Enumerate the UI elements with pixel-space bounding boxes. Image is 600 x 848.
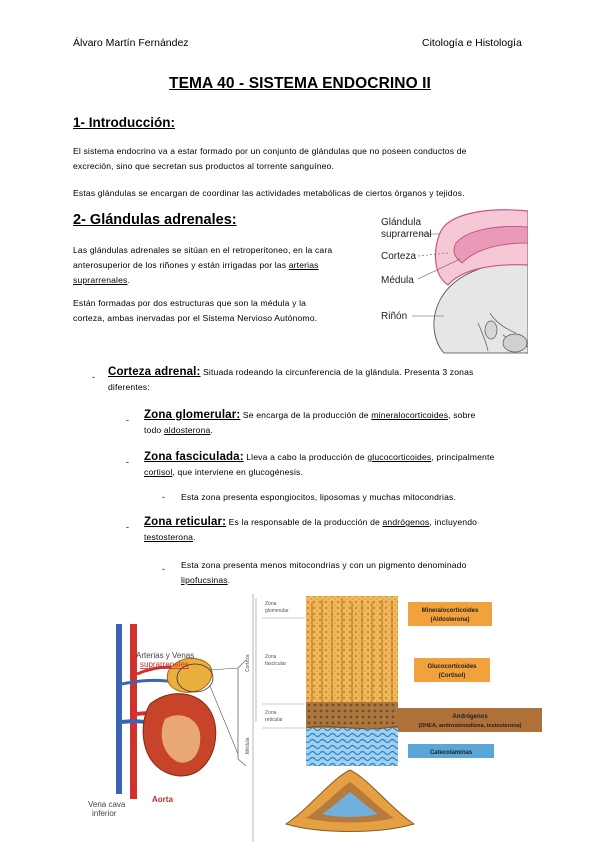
hormone-box-glucocorticoides — [414, 658, 490, 682]
author: Álvaro Martín Fernández — [73, 37, 189, 49]
adrenal-kidney-diagram — [378, 205, 528, 355]
svg-text:Catecolaminas: Catecolaminas — [429, 750, 473, 756]
link-mineralocorticoides: mineralocorticoides — [371, 410, 449, 420]
gland-cross-section — [286, 770, 414, 832]
section-heading-adrenal: 2- Glándulas adrenales: — [73, 212, 237, 228]
link-glucocorticoides: glucocorticoides — [367, 452, 432, 462]
cortex-paragraph: Corteza adrenal: Situada rodeando la circunferencia de la glándula. Presenta 3 zonas diferentes: — [108, 366, 474, 392]
svg-text:Zona: Zona — [265, 601, 277, 607]
bullet-dash: - — [92, 372, 95, 382]
term-corteza-adrenal: Corteza adrenal: — [108, 366, 201, 378]
bullet-dash: - — [126, 457, 129, 467]
link-aldosterona: aldosterona — [163, 425, 211, 435]
side-label-medulla: Médula — [245, 737, 251, 754]
bullet-dash: - — [162, 564, 165, 574]
label-kidney: Riñón — [381, 311, 408, 322]
link-suprarrenales: suprarrenales — [73, 275, 128, 285]
label-cortex: Corteza — [381, 251, 417, 262]
adrenal-paragraph-1: Las glándulas adrenales se sitúan en el retroperitoneo, en la cara anterosuperior de los riñones y están irrigadas por las arterias suprarrenales. — [73, 245, 333, 285]
side-label-cortex: Corteza — [245, 654, 251, 672]
link-androgenos: andrógenos — [382, 517, 430, 527]
svg-text:Zona: Zona — [265, 654, 277, 660]
label-suprarrenales: suprarrenales — [140, 660, 189, 669]
intro-paragraph-2: Estas glándulas se encargan de coordinar las actividades metabólicas de ciertos órganos y tejidos. — [73, 188, 465, 198]
hormone-box-androgenos — [398, 708, 542, 732]
intro-paragraph-1: El sistema endocrino va a estar formado por un conjunto de glándulas que no poseen conductos de excreción, sino que secretan sus productos al torrente sanguíneo. — [73, 146, 467, 171]
svg-text:Glucocorticoides: Glucocorticoides — [427, 664, 477, 670]
sub-fasciculada: Esta zona presenta espongiocitos, liposomas y muchas mitocondrias. — [181, 492, 457, 502]
label-vena-cava-2: inferior — [92, 809, 117, 818]
sub-reticular: Esta zona presenta menos mitocondrias y con un pigmento denominado lipofucsinas. — [181, 560, 467, 585]
link-cortisol: cortisol — [144, 467, 173, 477]
svg-text:Zona: Zona — [265, 710, 277, 716]
zone-reticular-paragraph: Zona reticular: Es la responsable de la producción de andrógenos, incluyendo testosterona. — [144, 516, 478, 542]
kidney-vessels-illustration — [88, 624, 238, 818]
svg-text:Andrógenos: Andrógenos — [452, 714, 488, 720]
label-gland-1: Glándula — [381, 217, 422, 228]
page-title: TEMA 40 - SISTEMA ENDOCRINO II — [169, 75, 431, 92]
bullet-dash: - — [126, 522, 129, 532]
term-zona-reticular: Zona reticular: — [144, 516, 227, 528]
svg-text:Mineralocorticoides: Mineralocorticoides — [421, 608, 479, 614]
hormone-box-catecolaminas — [408, 744, 494, 758]
svg-text:glomerular: glomerular — [265, 608, 289, 614]
section-heading-intro: 1- Introducción: — [73, 115, 175, 130]
hormone-box-mineralocorticoides — [408, 602, 492, 626]
link-lipofucsinas: lipofucsinas — [181, 575, 228, 585]
link-testosterona: testosterona — [144, 532, 194, 542]
label-gland-2: suprarrenal — [381, 229, 432, 240]
term-zona-glomerular: Zona glomerular: — [144, 409, 241, 421]
zone-fasciculada-paragraph: Zona fasciculada: Lleva a cabo la producción de glucocorticoides, principalmente cortisol, que interviene en glucogénesis. — [144, 451, 495, 477]
label-arterias-venas: Arterias y Venas — [136, 651, 195, 660]
zone-labels — [262, 601, 305, 728]
subject: Citología e Histología — [422, 37, 522, 49]
label-vena-cava-1: Vena cava — [88, 800, 126, 809]
bullet-dash: - — [126, 415, 129, 425]
svg-text:(DHEA, androstenodiona, testos: (DHEA, androstenodiona, testosterona) — [418, 723, 522, 729]
svg-text:reticular: reticular — [265, 717, 283, 723]
term-zona-fasciculada: Zona fasciculada: — [144, 451, 244, 463]
svg-text:fascicular: fascicular — [265, 661, 287, 667]
zone-glomerular-paragraph: Zona glomerular: Se encarga de la producción de mineralocorticoides, sobre todo aldosterona. — [144, 409, 476, 435]
svg-text:(Aldosterona): (Aldosterona) — [430, 617, 470, 623]
bullet-dash: - — [162, 492, 165, 502]
adrenal-paragraph-2: Están formadas por dos estructuras que son la médula y la corteza, ambas inervadas por el Sistema Nervioso Autónomo. — [73, 298, 318, 323]
label-aorta: Aorta — [152, 795, 173, 804]
svg-text:(Cortisol): (Cortisol) — [438, 673, 466, 679]
link-arterias: arterias — [288, 260, 319, 270]
histology-column — [306, 596, 398, 766]
label-medulla: Médula — [381, 275, 414, 286]
adrenal-histology-figure — [60, 594, 550, 842]
